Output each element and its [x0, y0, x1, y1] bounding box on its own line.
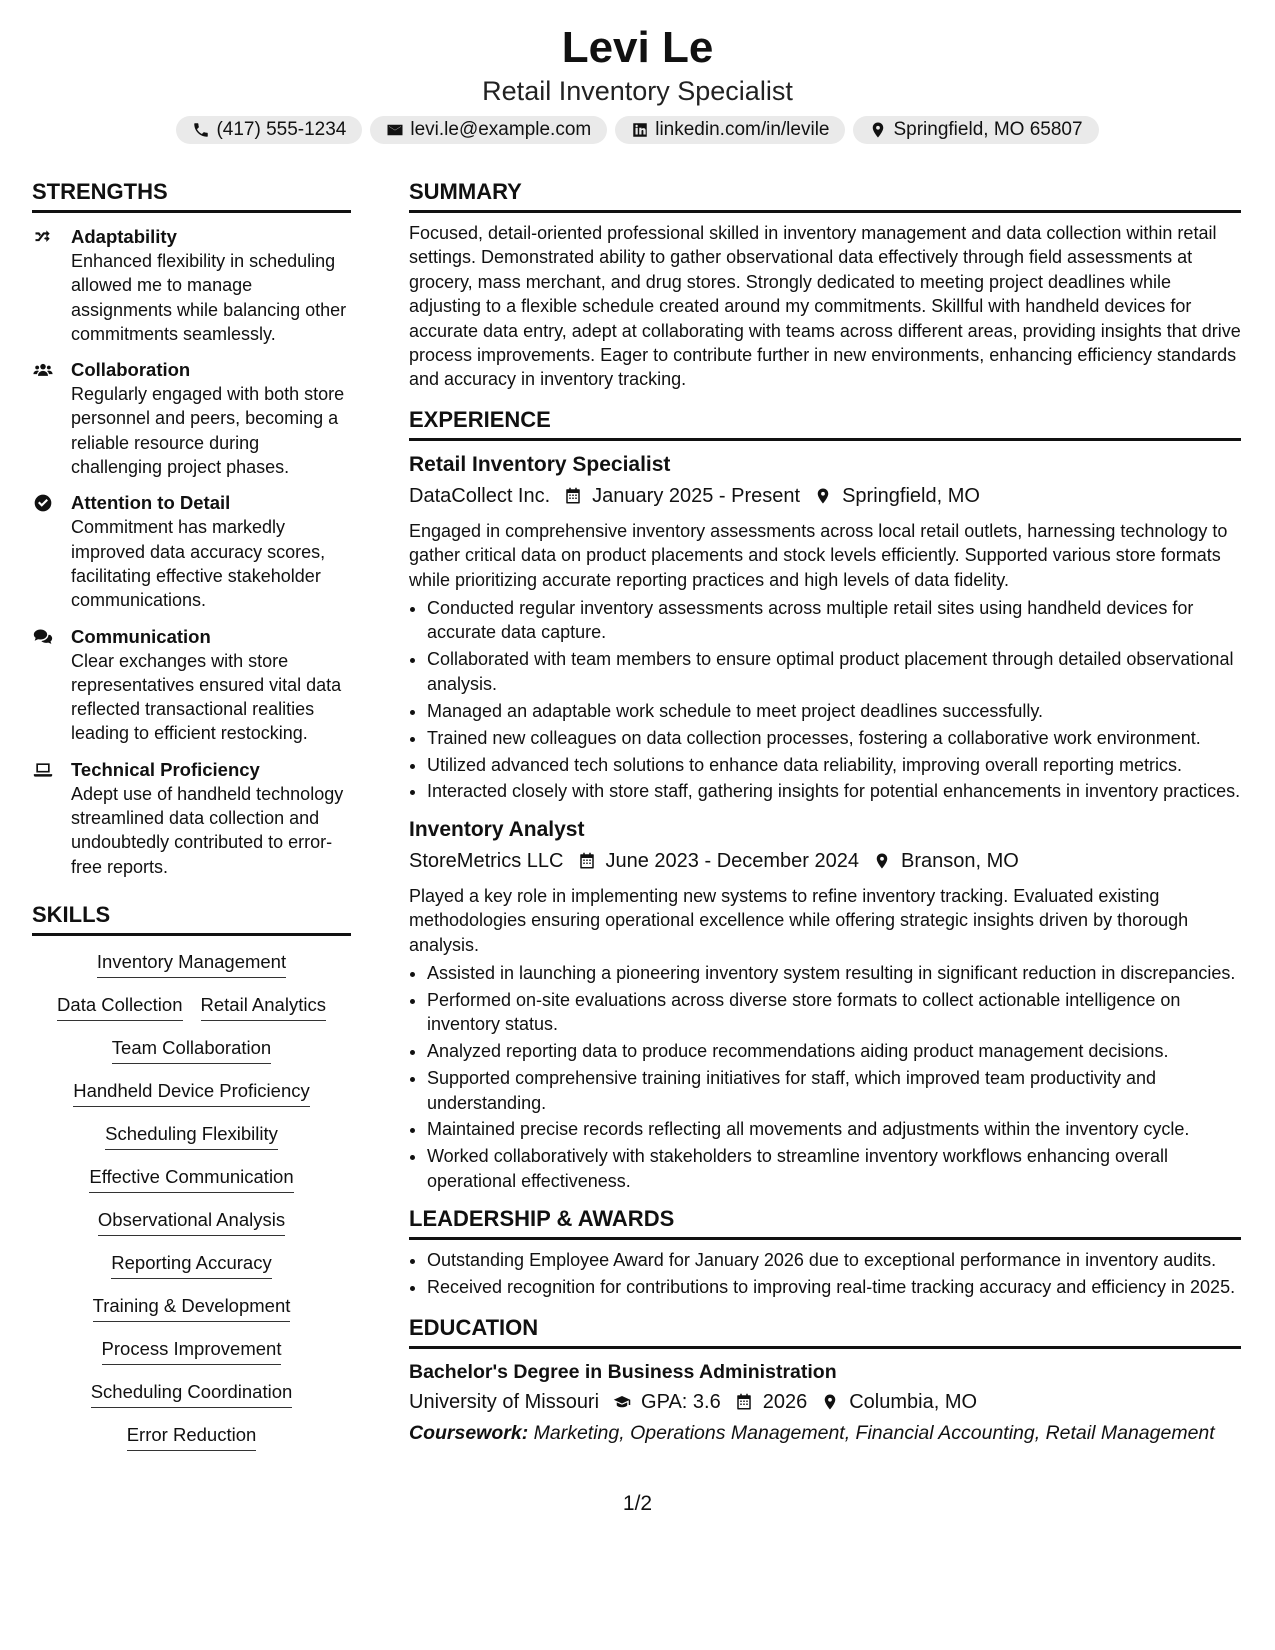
linkedin-chip[interactable] — [615, 116, 845, 144]
job-meta — [409, 846, 1241, 876]
graduation-cap-icon — [613, 1393, 631, 1411]
skill-tag: Scheduling Flexibility — [105, 1122, 278, 1150]
skills-list — [32, 950, 351, 1451]
strength-desc: Enhanced flexibility in scheduling allowed me to manage assignments while balancing other commitments seamlessly. — [71, 251, 347, 344]
coursework-label: Coursework: — [409, 1421, 529, 1444]
list-item: • Received recognition for contributions to improving real-time tracking accuracy and efficiency in 2025. — [427, 1275, 1241, 1299]
strengths-heading: STRENGTHS — [32, 178, 351, 213]
job-title: Retail Inventory Specialist — [409, 452, 671, 476]
strength-title: Technical Proficiency — [71, 758, 260, 780]
contact-bar — [0, 116, 1275, 144]
job-bullets — [409, 961, 1241, 1193]
comments-icon — [32, 627, 54, 647]
right-column — [409, 178, 1241, 1447]
location-chip[interactable] — [853, 116, 1098, 144]
summary-text: Focused, detail-oriented professional skilled in inventory management and data collection within retail settings. Demonstrated ability to gather observational data effectively through field assessments at grocery, mass merchant, and drug stores. Strongly dedicated to meeting project deadlines while adjusting to a flexible schedule created around my commitments. Skillful with handheld devices for accurate data entry, adept at collaborating with teams across different areas, providing insights that drive process improvements. Eager to contribute further in new environments, enhancing efficiency standards and accuracy in inventory tracking. — [409, 223, 1241, 390]
strength-desc: Commitment has markedly improved data accuracy scores, facilitating effective stakeholder communications. — [71, 517, 326, 611]
list-item: • Supported comprehensive training initiatives for staff, which improved team productivity and understanding. — [427, 1066, 1241, 1115]
list-item: • Outstanding Employee Award for January 2026 due to exceptional performance in inventory audits. — [427, 1248, 1241, 1272]
strength-desc: Regularly engaged with both store personnel and peers, becoming a reliable resource during challenging project phases. — [71, 384, 345, 478]
calendar-icon — [564, 487, 582, 505]
job-company: DataCollect Inc. — [409, 484, 551, 507]
calendar-icon — [578, 852, 596, 870]
phone-chip[interactable] — [176, 116, 362, 144]
strength-title: Communication — [71, 625, 211, 647]
list-item: • Conducted regular inventory assessments across multiple retail sites using handheld devices for accurate data capture. — [427, 596, 1241, 645]
graduation-year: 2026 — [762, 1390, 808, 1413]
list-item: • Collaborated with team members to ensure optimal product placement through detailed observational analysis. — [427, 647, 1241, 696]
linkedin-text: linkedin.com/in/levile — [655, 119, 830, 140]
job-dates: January 2025 - Present — [592, 484, 801, 507]
list-item: • Interacted closely with store staff, gathering insights for potential enhancements in inventory practices. — [427, 779, 1241, 803]
job-bullets — [409, 596, 1241, 804]
list-item: • Utilized advanced tech solutions to enhance data reliability, improving overall reporting metrics. — [427, 753, 1241, 777]
skill-tag: Inventory Management — [97, 950, 286, 978]
strength-item — [32, 491, 351, 612]
education-heading: EDUCATION — [409, 1314, 1241, 1349]
job-location: Branson, MO — [901, 849, 1019, 872]
degree-title: Bachelor's Degree in Business Administration — [409, 1360, 837, 1383]
strength-item — [32, 758, 351, 879]
job-title: Inventory Analyst — [409, 817, 585, 841]
list-item: • Managed an adaptable work schedule to meet project deadlines successfully. — [427, 699, 1241, 723]
strength-title: Attention to Detail — [71, 492, 231, 514]
skill-tag: Handheld Device Proficiency — [73, 1079, 310, 1107]
job-dates: June 2023 - December 2024 — [605, 849, 859, 872]
strength-item — [32, 625, 351, 746]
shuffle-icon — [32, 227, 54, 247]
list-item: • Worked collaboratively with stakeholders to streamline inventory workflows enhancing overall operational effectiveness. — [427, 1144, 1241, 1193]
skill-tag: Scheduling Coordination — [91, 1380, 293, 1408]
phone-icon — [192, 121, 210, 139]
location-text: Springfield, MO 65807 — [893, 119, 1083, 140]
linkedin-icon — [631, 121, 649, 139]
skill-tag: Retail Analytics — [201, 993, 326, 1021]
users-icon — [32, 360, 54, 380]
skill-tag: Process Improvement — [102, 1337, 282, 1365]
strength-item — [32, 225, 351, 346]
strength-title: Adaptability — [71, 226, 177, 247]
school-name: University of Missouri — [409, 1390, 600, 1413]
candidate-name: Levi Le — [561, 23, 714, 72]
map-pin-icon — [814, 487, 832, 505]
email-chip[interactable] — [370, 116, 607, 144]
skill-tag: Reporting Accuracy — [111, 1251, 271, 1279]
check-circle-icon — [32, 493, 54, 513]
map-pin-icon — [821, 1393, 839, 1411]
calendar-icon — [735, 1393, 753, 1411]
left-column — [32, 178, 351, 1466]
list-item: • Analyzed reporting data to produce recommendations aiding product management decisions. — [427, 1039, 1241, 1063]
skill-tag: Observational Analysis — [98, 1208, 285, 1236]
coursework — [409, 1419, 1241, 1447]
list-item: • Performed on-site evaluations across diverse store formats to collect actionable intelligence on inventory status. — [427, 988, 1241, 1037]
strength-desc: Clear exchanges with store representatives ensured vital data reflected transactional realities leading to efficient restocking. — [71, 650, 342, 744]
laptop-icon — [32, 760, 54, 780]
job-location: Springfield, MO — [842, 484, 980, 507]
list-item: • Maintained precise records reflecting all movements and adjustments within the inventory cycle. — [427, 1117, 1241, 1141]
phone-text: (417) 555-1234 — [216, 119, 347, 140]
skill-tag: Effective Communication — [89, 1165, 293, 1193]
job-meta — [409, 481, 1241, 511]
skill-tag: Data Collection — [57, 993, 182, 1021]
skill-tag: Error Reduction — [127, 1423, 257, 1451]
job-description: Engaged in comprehensive inventory assessments across local retail outlets, harnessing technology to gather critical data on product placements and stock levels efficiently. Supported various store formats while prioritizing accurate reporting practices and high levels of data fidelity. — [409, 520, 1228, 590]
job-entry — [409, 816, 1241, 1193]
gpa-text: GPA: 3.6 — [641, 1390, 721, 1413]
school-location: Columbia, MO — [849, 1390, 978, 1413]
experience-heading: EXPERIENCE — [409, 406, 1241, 441]
strength-title: Collaboration — [71, 359, 191, 381]
map-pin-icon — [869, 121, 887, 139]
skill-tag: Training & Development — [93, 1294, 291, 1322]
summary-heading: SUMMARY — [409, 178, 1241, 213]
leadership-heading: LEADERSHIP & AWARDS — [409, 1205, 1241, 1240]
job-company: StoreMetrics LLC — [409, 849, 564, 872]
skill-tag: Team Collaboration — [112, 1036, 271, 1064]
map-pin-icon — [873, 852, 891, 870]
job-entry — [409, 451, 1241, 804]
resume-header — [0, 22, 1275, 144]
list-item: • Trained new colleagues on data collection processes, fostering a collaborative work environment. — [427, 726, 1241, 750]
list-item: • Assisted in launching a pioneering inventory system resulting in significant reduction in discrepancies. — [427, 961, 1241, 985]
email-text: levi.le@example.com — [410, 119, 592, 140]
leadership-bullets — [409, 1248, 1241, 1299]
job-description: Played a key role in implementing new systems to refine inventory tracking. Evaluated existing methodologies ensuring operational excellence while offering strategic insights driven by thorough analysis. — [409, 885, 1189, 955]
strength-desc: Adept use of handheld technology streamlined data collection and undoubtedly contributed to error-free reports. — [71, 783, 344, 877]
envelope-icon — [386, 121, 404, 139]
candidate-role: Retail Inventory Specialist — [482, 76, 793, 106]
strength-item — [32, 358, 351, 479]
coursework-list: Marketing, Operations Management, Financial Accounting, Retail Management — [533, 1421, 1215, 1444]
page-indicator: 1/2 — [622, 1492, 653, 1515]
skills-heading: SKILLS — [32, 901, 351, 936]
education-meta — [409, 1387, 1241, 1417]
